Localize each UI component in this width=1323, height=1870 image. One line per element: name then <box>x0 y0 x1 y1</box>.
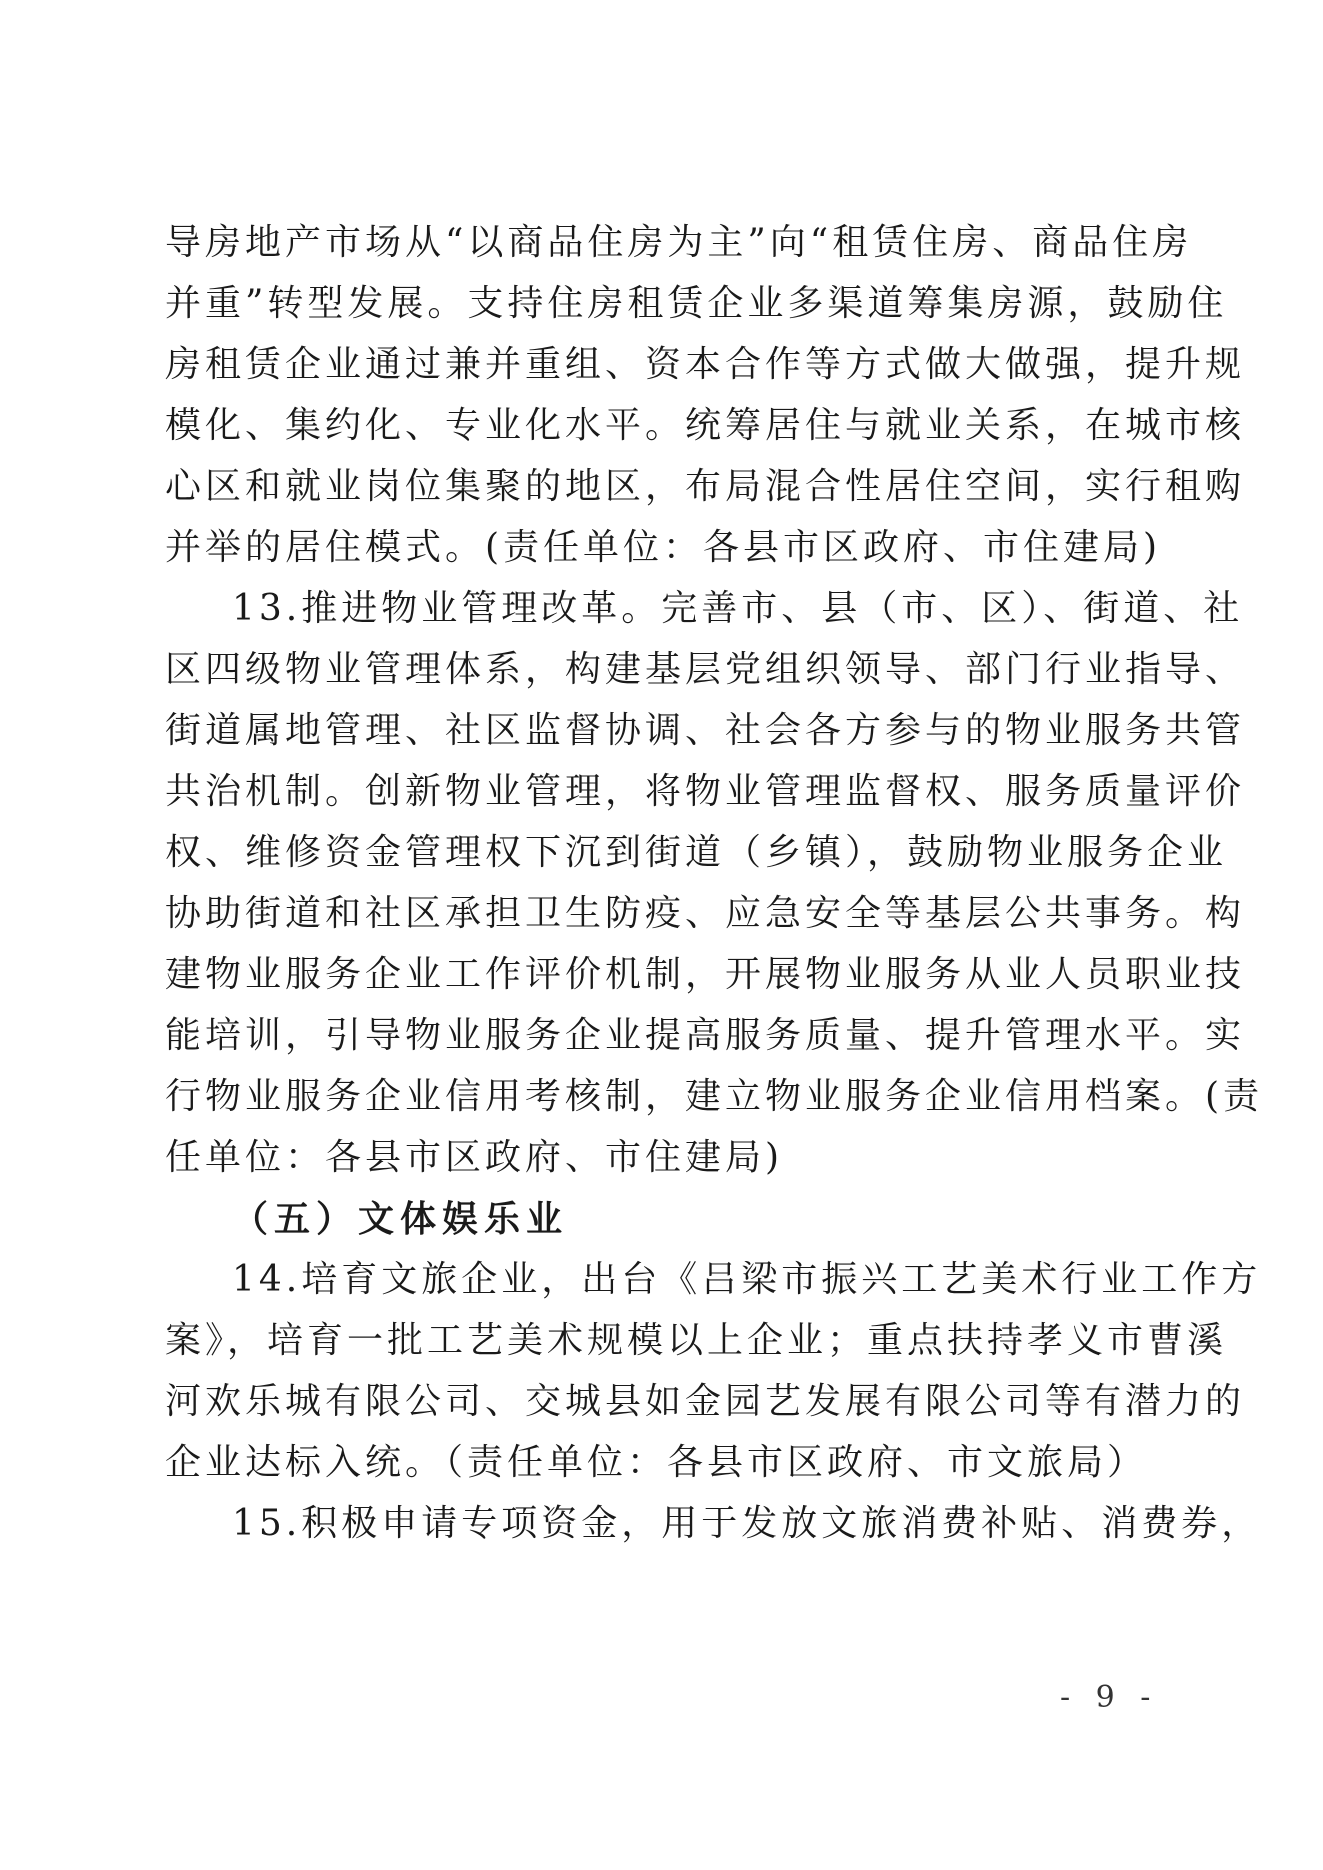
text-line: 协助街道和社区承担卫生防疫、应急安全等基层公共事务。构 <box>165 893 1246 934</box>
text-line: 建物业服务企业工作评价机制，开展物业服务从业人员职业技 <box>165 954 1246 995</box>
text-line: 并重”转型发展。支持住房租赁企业多渠道筹集房源，鼓励住 <box>165 283 1228 324</box>
text-line: 并举的居住模式。(责任单位：各县市区政府、市住建局) <box>165 527 1162 568</box>
text-line: 案》，培育一批工艺美术规模以上企业；重点扶持孝义市曹溪 <box>165 1320 1228 1361</box>
page-number: - 9 - <box>1060 1680 1159 1715</box>
text-line: 共治机制。创新物业管理，将物业管理监督权、服务质量评价 <box>165 771 1246 812</box>
text-line: 权、维修资金管理权下沉到街道（乡镇），鼓励物业服务企业 <box>165 832 1228 873</box>
text-line: 房租赁企业通过兼并重组、资本合作等方式做大做强，提升规 <box>165 344 1246 385</box>
text-line: 模化、集约化、专业化水平。统筹居住与就业关系，在城市核 <box>165 405 1246 446</box>
text-line: 任单位：各县市区政府、市住建局) <box>165 1137 784 1178</box>
section-heading: （五）文体娱乐业 <box>232 1198 569 1240</box>
text-line: 区四级物业管理体系，构建基层党组织领导、部门行业指导、 <box>165 649 1246 690</box>
paragraph-15-start: 15.积极申请专项资金，用于发放文旅消费补贴、消费券， <box>232 1503 1262 1544</box>
text-line: 导房地产市场从“以商品住房为主”向“租赁住房、商品住房 <box>165 222 1193 263</box>
text-line: 能培训，引导物业服务企业提高服务质量、提升管理水平。实 <box>165 1015 1246 1056</box>
text-line: 行物业服务企业信用考核制，建立物业服务企业信用档案。(责 <box>165 1076 1264 1117</box>
text-line: 街道属地管理、社区监督协调、社会各方参与的物业服务共管 <box>165 710 1246 751</box>
paragraph-14-start: 14.培育文旅企业，出台《吕梁市振兴工艺美术行业工作方 <box>232 1259 1262 1300</box>
text-line: 河欢乐城有限公司、交城县如金园艺发展有限公司等有潜力的 <box>165 1381 1246 1422</box>
paragraph-13-start: 13.推进物业管理改革。完善市、县（市、区）、街道、社 <box>232 588 1244 629</box>
text-line: 企业达标入统。（责任单位：各县市区政府、市文旅局） <box>165 1442 1148 1483</box>
text-line: 心区和就业岗位集聚的地区，布局混合性居住空间，实行租购 <box>165 466 1246 507</box>
